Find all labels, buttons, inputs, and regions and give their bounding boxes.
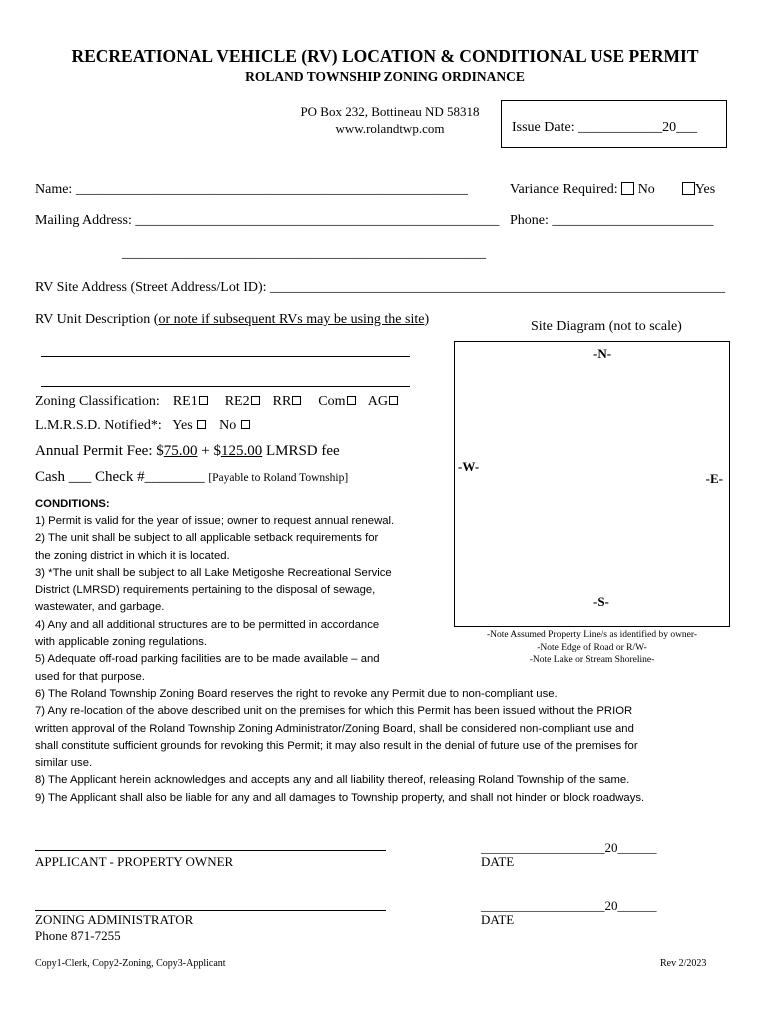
rv-site-address-field[interactable]: RV Site Address (Street Address/Lot ID): _________________________________________________________________ (35, 280, 726, 295)
issue-date-field[interactable]: Issue Date: ____________20___ (512, 120, 698, 135)
phone-field[interactable]: Phone: _______________________ (510, 213, 714, 228)
zoning-ag-checkbox[interactable] (389, 396, 398, 405)
site-diagram-title: Site Diagram (not to scale) (531, 319, 682, 334)
payable-note: [Payable to Roland Township] (208, 472, 349, 484)
lmrsd-label: L.M.R.S.D. Notified*: (35, 418, 162, 433)
condition-line: 2) The unit shall be subject to all applicable setback requirements for (35, 532, 379, 545)
zoning-label: Zoning Classification: (35, 394, 160, 409)
west-label: -W- (458, 459, 480, 474)
mailing-address-field[interactable]: Mailing Address: ____________________________________________________ (35, 213, 500, 228)
name-field[interactable]: Name: ________________________________________________________ (35, 182, 468, 197)
admin-label: ZONING ADMINISTRATOR (35, 912, 194, 927)
zoning-re1-checkbox[interactable] (199, 396, 208, 405)
fee-lmrsd-label: LMRSD fee (262, 443, 340, 459)
variance-required (510, 182, 715, 198)
conditions-heading: CONDITIONS: (35, 498, 110, 510)
mailing-address-line2-field[interactable]: ____________________________________________________ (122, 246, 486, 261)
east-label: -E- (705, 471, 723, 486)
lmrsd-yes-label: Yes (172, 418, 193, 433)
applicant-signature-line[interactable] (35, 850, 386, 851)
condition-line: the zoning district in which it is located. (35, 549, 230, 562)
condition-line: 9) The Applicant shall also be liable for any and all damages to Township property, and shall not hinder or block roadways. (35, 791, 645, 804)
variance-no-label: No (637, 182, 655, 197)
south-label: -S- (593, 594, 609, 609)
condition-line: shall constitute sufficient grounds for revoking this Permit; it may also result in the denial of future use of the premises for (35, 739, 638, 752)
zoning-rr-checkbox[interactable] (292, 396, 301, 405)
issue-date-box[interactable] (501, 100, 727, 148)
condition-line: 8) The Applicant herein acknowledges and accepts any and all liability thereof, releasing Roland Township of the same. (35, 774, 630, 787)
condition-line: District (LMRSD) requirements pertaining to the disposal of sewage, (35, 584, 376, 597)
zoning-option-ag: AG (367, 394, 388, 409)
condition-line: wastewater, and garbage. (35, 601, 165, 614)
zoning-option-re2: RE2 (224, 394, 250, 409)
rv-unit-label-text: RV Unit Description ( (35, 312, 159, 327)
page-title: RECREATIONAL VEHICLE (RV) LOCATION & CONDITIONAL USE PERMIT (71, 46, 699, 66)
fee-plus: + $ (197, 443, 221, 459)
rv-unit-description-label (35, 312, 429, 328)
fee-label: Annual Permit Fee: $ (35, 443, 164, 459)
diagram-note-road: -Note Edge of Road or R/W- (537, 642, 647, 653)
rv-unit-line-1[interactable] (41, 356, 410, 357)
rv-unit-close: ) (424, 312, 430, 327)
condition-line: 1) Permit is valid for the year of issue; owner to request annual renewal. (35, 515, 395, 527)
rv-unit-line-2[interactable] (41, 386, 410, 387)
copies-footer: Copy1-Clerk, Copy2-Zoning, Copy3-Applicant (35, 958, 226, 969)
condition-line: written approval of the Roland Township Zoning Administrator/Zoning Board, shall be considered non-compliant use and (35, 722, 634, 735)
page-subtitle: ROLAND TOWNSHIP ZONING ORDINANCE (245, 69, 525, 84)
condition-line: similar use. (35, 757, 93, 770)
revision-footer: Rev 2/2023 (660, 958, 707, 969)
condition-line: used for that purpose. (35, 670, 145, 683)
condition-line: 7) Any re-location of the above described unit on the premises for which this Permit has been issued without the PRIOR (35, 705, 633, 718)
lmrsd-no-checkbox[interactable] (241, 420, 250, 429)
variance-no-checkbox[interactable] (621, 182, 634, 195)
zoning-classification (35, 394, 398, 410)
north-label: -N- (593, 346, 612, 361)
variance-yes-label: Yes (694, 182, 716, 197)
variance-label: Variance Required: (510, 182, 618, 197)
cash-check-field[interactable]: Cash ___ Check #________ (35, 469, 205, 485)
diagram-note-shoreline: -Note Lake or Stream Shoreline- (529, 655, 655, 665)
admin-phone: Phone 871-7255 (35, 928, 121, 943)
zoning-option-com: Com (318, 394, 346, 409)
lmrsd-notified (35, 418, 250, 434)
lmrsd-yes-checkbox[interactable] (197, 420, 206, 429)
payment-method (35, 469, 348, 486)
fee-lmrsd-amount: 125.00 (220, 443, 263, 459)
admin-date-label: DATE (481, 912, 515, 927)
admin-signature-line[interactable] (35, 910, 386, 911)
rv-unit-note: or note if subsequent RVs may be using the site (158, 312, 425, 327)
website-text: www.rolandtwp.com (335, 121, 445, 136)
zoning-option-rr: RR (272, 394, 292, 409)
applicant-date-label: DATE (481, 854, 515, 869)
zoning-option-re1: RE1 (172, 394, 198, 409)
admin-date-field[interactable]: ___________________20______ (481, 898, 657, 913)
condition-line: 5) Adequate off-road parking facilities are to be made available – and (35, 653, 380, 666)
condition-line: 4) Any and all additional structures are to be permitted in accordance (35, 618, 380, 631)
annual-permit-fee (35, 443, 340, 460)
applicant-label: APPLICANT - PROPERTY OWNER (35, 854, 234, 869)
condition-line: 6) The Roland Township Zoning Board reserves the right to revoke any Permit due to non-compliant use. (35, 687, 558, 700)
lmrsd-no-label: No (219, 418, 237, 433)
condition-line: with applicable zoning regulations. (35, 636, 208, 649)
mailing-address-text: PO Box 232, Bottineau ND 58318 (300, 104, 480, 119)
fee-amount: 75.00 (163, 443, 198, 459)
variance-yes-checkbox[interactable] (682, 182, 695, 195)
zoning-re2-checkbox[interactable] (251, 396, 260, 405)
condition-line: 3) *The unit shall be subject to all Lake Metigoshe Recreational Service (35, 566, 392, 579)
conditions-list (35, 513, 644, 807)
applicant-date-field[interactable]: ___________________20______ (481, 840, 657, 855)
diagram-note-property: -Note Assumed Property Line/s as identified by owner- (486, 630, 698, 640)
zoning-com-checkbox[interactable] (347, 396, 356, 405)
